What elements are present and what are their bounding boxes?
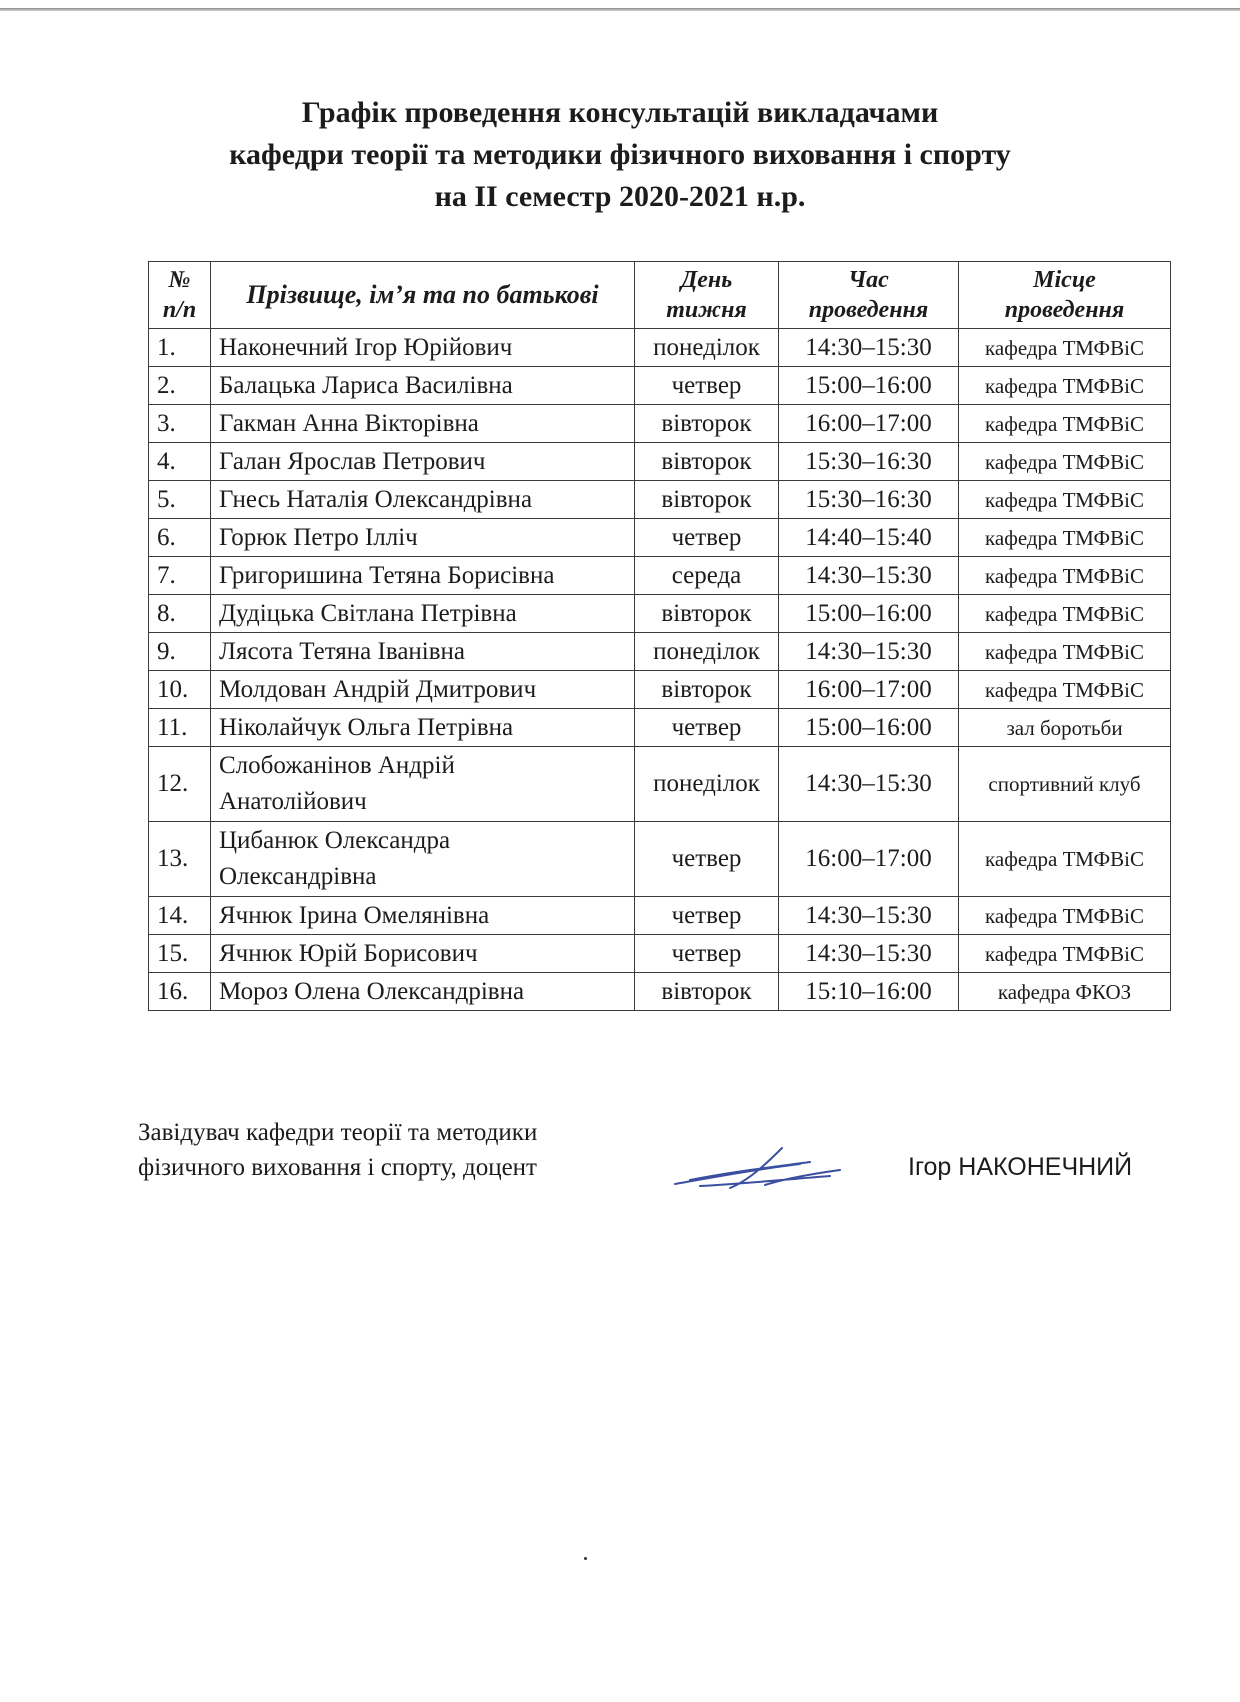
table-row — [149, 822, 1171, 897]
header-day: День тижня — [635, 262, 779, 329]
weekday: четвер — [635, 709, 779, 747]
consultation-time: 14:40–15:40 — [779, 519, 959, 557]
row-number: 13. — [149, 822, 211, 897]
table-row — [149, 973, 1171, 1011]
consultation-place: зал боротьби — [959, 709, 1171, 747]
teacher-name-line: Григоришина Тетяна Борисівна — [219, 561, 555, 589]
consultation-place: кафедра ТМФВіС — [959, 481, 1171, 519]
document-title — [0, 92, 1240, 218]
teacher-name-line: Гакман Анна Вікторівна — [219, 409, 479, 437]
weekday: вівторок — [635, 405, 779, 443]
title-line-1: Графік проведення консультацій викладачами — [301, 96, 939, 129]
table-row — [149, 443, 1171, 481]
consultation-place: спортивний клуб — [959, 747, 1171, 822]
teacher-name — [211, 897, 635, 935]
consultation-time: 14:30–15:30 — [779, 897, 959, 935]
table-row — [149, 897, 1171, 935]
consultation-place: кафедра ТМФВіС — [959, 405, 1171, 443]
consultation-time: 15:00–16:00 — [779, 595, 959, 633]
row-number: 7. — [149, 557, 211, 595]
weekday: вівторок — [635, 973, 779, 1011]
scan-speck — [584, 1557, 587, 1560]
row-number: 8. — [149, 595, 211, 633]
weekday: четвер — [635, 822, 779, 897]
consultation-time: 14:30–15:30 — [779, 633, 959, 671]
table-body — [149, 329, 1171, 1011]
consultation-schedule-table — [148, 261, 1171, 1011]
teacher-name-line: Балацька Лариса Василівна — [219, 371, 513, 399]
row-number: 2. — [149, 367, 211, 405]
teacher-name-line: Гнесь Наталія Олександрівна — [219, 485, 533, 513]
consultation-place: кафедра ТМФВіС — [959, 329, 1171, 367]
weekday: понеділок — [635, 747, 779, 822]
row-number: 6. — [149, 519, 211, 557]
consultation-time: 16:00–17:00 — [779, 671, 959, 709]
consultation-time: 14:30–15:30 — [779, 329, 959, 367]
teacher-name — [211, 557, 635, 595]
header-place: Місце проведення — [959, 262, 1171, 329]
consultation-place: кафедра ФКОЗ — [959, 973, 1171, 1011]
teacher-name-line: Наконечний Ігор Юрійович — [219, 333, 513, 361]
teacher-name-line: Дудіцька Світлана Петрівна — [219, 599, 517, 627]
consultation-time: 15:30–16:30 — [779, 443, 959, 481]
teacher-name — [211, 367, 635, 405]
teacher-name-line: Молдован Андрій Дмитрович — [219, 675, 537, 703]
weekday: четвер — [635, 519, 779, 557]
consultation-time: 15:00–16:00 — [779, 709, 959, 747]
consultation-time: 15:00–16:00 — [779, 367, 959, 405]
row-number: 12. — [149, 747, 211, 822]
header-time: Час проведення — [779, 262, 959, 329]
consultation-time: 14:30–15:30 — [779, 935, 959, 973]
consultation-time: 15:10–16:00 — [779, 973, 959, 1011]
consultation-place: кафедра ТМФВіС — [959, 519, 1171, 557]
consultation-place: кафедра ТМФВіС — [959, 443, 1171, 481]
table-row — [149, 747, 1171, 822]
consultation-time: 15:30–16:30 — [779, 481, 959, 519]
row-number: 16. — [149, 973, 211, 1011]
consultation-time: 16:00–17:00 — [779, 822, 959, 897]
table-row — [149, 709, 1171, 747]
teacher-name-line: Галан Ярослав Петрович — [219, 447, 486, 475]
teacher-name — [211, 595, 635, 633]
weekday: понеділок — [635, 329, 779, 367]
consultation-place: кафедра ТМФВіС — [959, 671, 1171, 709]
scan-edge-line — [0, 8, 1240, 11]
consultation-time: 14:30–15:30 — [779, 557, 959, 595]
signer-name: Ігор НАКОНЕЧНИЙ — [908, 1153, 1133, 1181]
table-row — [149, 595, 1171, 633]
header-name: Прізвище, ім’я та по батькові — [211, 262, 635, 329]
row-number: 3. — [149, 405, 211, 443]
signer-position — [138, 1115, 537, 1185]
teacher-name — [211, 709, 635, 747]
table-header-row — [149, 262, 1171, 329]
teacher-name-line: Лясота Тетяна Іванівна — [219, 637, 466, 665]
table-row — [149, 633, 1171, 671]
consultation-place: кафедра ТМФВіС — [959, 935, 1171, 973]
signer-position-line-1: Завідувач кафедри теорії та методики — [138, 1119, 538, 1146]
table-row — [149, 405, 1171, 443]
weekday: вівторок — [635, 671, 779, 709]
weekday: понеділок — [635, 633, 779, 671]
weekday: четвер — [635, 367, 779, 405]
teacher-name — [211, 747, 635, 822]
teacher-name-line: Олександрівна — [219, 863, 377, 890]
weekday: вівторок — [635, 443, 779, 481]
table-row — [149, 557, 1171, 595]
teacher-name-line: Горюк Петро Ілліч — [219, 523, 418, 551]
teacher-name — [211, 822, 635, 897]
teacher-name-line: Мороз Олена Олександрівна — [219, 977, 525, 1005]
teacher-name-line: Ячнюк Ірина Омелянівна — [219, 901, 490, 929]
teacher-name — [211, 519, 635, 557]
title-line-3: на II семестр 2020-2021 н.р. — [434, 180, 806, 213]
teacher-name — [211, 405, 635, 443]
header-number: № п/п — [149, 262, 211, 329]
handwritten-signature — [670, 1140, 845, 1200]
teacher-name-line: Цибанюк Олександра — [219, 827, 451, 854]
table-row — [149, 519, 1171, 557]
row-number: 15. — [149, 935, 211, 973]
consultation-place: кафедра ТМФВіС — [959, 633, 1171, 671]
row-number: 5. — [149, 481, 211, 519]
teacher-name — [211, 973, 635, 1011]
row-number: 14. — [149, 897, 211, 935]
consultation-time: 14:30–15:30 — [779, 747, 959, 822]
consultation-place: кафедра ТМФВіС — [959, 557, 1171, 595]
row-number: 1. — [149, 329, 211, 367]
row-number: 10. — [149, 671, 211, 709]
teacher-name — [211, 671, 635, 709]
weekday: четвер — [635, 897, 779, 935]
weekday: вівторок — [635, 595, 779, 633]
row-number: 9. — [149, 633, 211, 671]
teacher-name-line: Слобожанінов Андрій — [219, 752, 455, 779]
table-row — [149, 329, 1171, 367]
consultation-place: кафедра ТМФВіС — [959, 897, 1171, 935]
weekday: четвер — [635, 935, 779, 973]
table-row — [149, 481, 1171, 519]
consultation-time: 16:00–17:00 — [779, 405, 959, 443]
teacher-name — [211, 329, 635, 367]
table-row — [149, 671, 1171, 709]
row-number: 11. — [149, 709, 211, 747]
consultation-place: кафедра ТМФВіС — [959, 367, 1171, 405]
teacher-name — [211, 633, 635, 671]
teacher-name — [211, 443, 635, 481]
table-row — [149, 367, 1171, 405]
title-line-2: кафедри теорії та методики фізичного виховання і спорту — [229, 138, 1011, 171]
teacher-name — [211, 481, 635, 519]
teacher-name — [211, 935, 635, 973]
weekday: вівторок — [635, 481, 779, 519]
weekday: середа — [635, 557, 779, 595]
consultation-place: кафедра ТМФВіС — [959, 822, 1171, 897]
teacher-name-line: Ячнюк Юрій Борисович — [219, 939, 478, 967]
consultation-place: кафедра ТМФВіС — [959, 595, 1171, 633]
teacher-name-line: Ніколайчук Ольга Петрівна — [219, 713, 514, 741]
row-number: 4. — [149, 443, 211, 481]
signer-position-line-2: фізичного виховання і спорту, доцент — [138, 1154, 537, 1181]
table-row — [149, 935, 1171, 973]
teacher-name-line: Анатолійович — [219, 788, 367, 815]
